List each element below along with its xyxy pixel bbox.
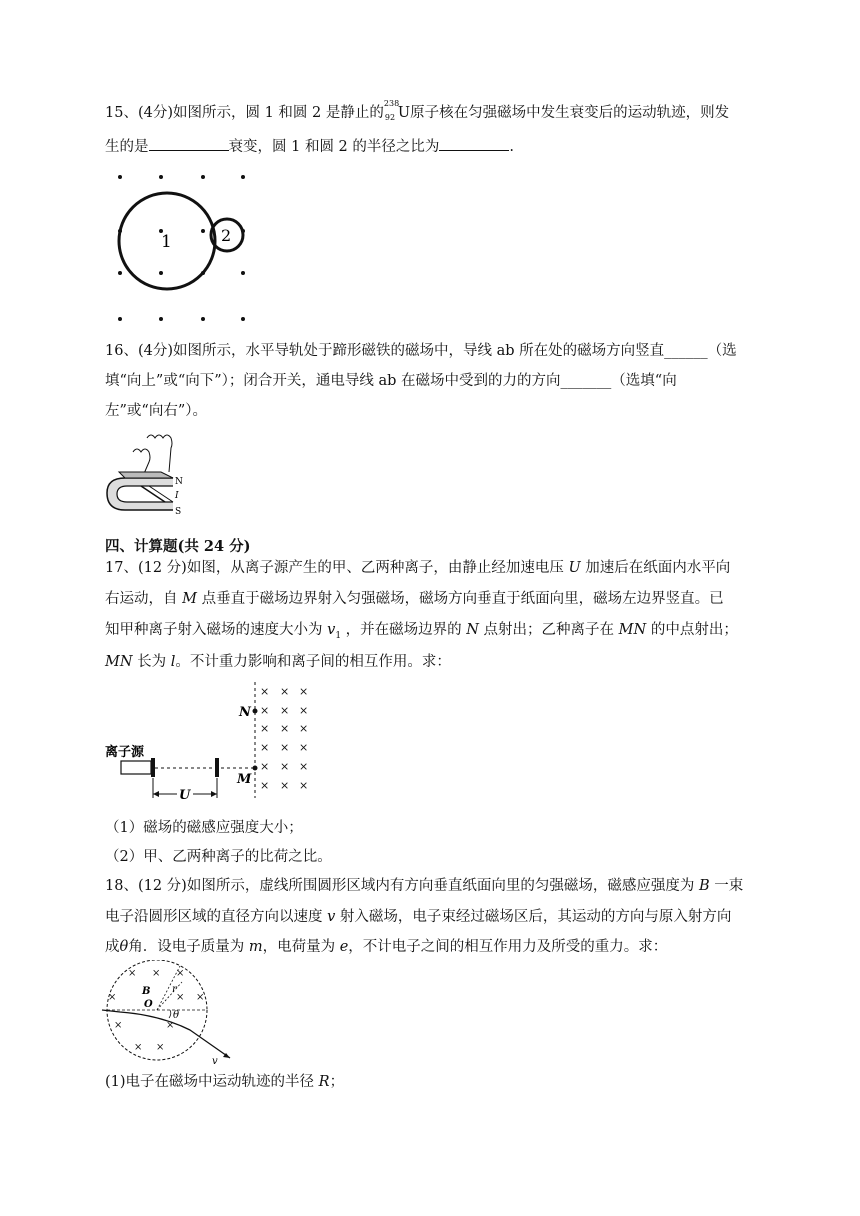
point-n [253,709,258,714]
angle-arc [169,1010,171,1018]
q18-sub-1: (1)电子在磁场中运动轨迹的半径 R； [105,1074,345,1090]
svg-text:×: × [299,685,309,698]
svg-text:×: × [299,704,309,717]
q18-line-1: 18、(12 分)如图所示，虚线所围圆形区域内有方向垂直纸面向里的匀强磁场，磁感应强度为 B 一束 [105,878,744,894]
q16-line-3: 左”或“向右”）。 [105,403,207,419]
svg-text:×: × [128,968,137,979]
svg-text:×: × [260,704,270,717]
q17-figure [105,680,315,805]
radius-label: r [172,984,177,995]
magnet-n-label: N [175,477,183,487]
uranium-isotope: 238 92 [383,99,400,122]
q17-line-3: 知甲种离子射入磁场的速度大小为 $v_1$ ，并在磁场边界的 N 点射出；乙种离子在 MN 的中点射出； [105,622,738,641]
q18-line-2: 电子沿圆形区域的直径方向以速度 v 射入磁场，电子束经过磁场区后，其运动的方向与原入射方向 [105,909,732,925]
q17-line-4: MN 长为 l。不计重力影响和离子间的相互作用。求： [105,654,451,670]
current-label: I [175,491,179,501]
q17-sub-2: （2）甲、乙两种离子的比荷之比。 [105,849,332,865]
svg-text:×: × [196,992,205,1003]
label-n: N [239,705,251,720]
q17-line-1: 17、(12 分)如图，从离子源产生的甲、乙两种离子，由静止经加速电压 U 加速后在纸面内水平向 [105,560,731,576]
q16-line-1: 16、(4分)如图所示，水平导轨处于蹄形磁铁的磁场中，导线 ab 所在处的磁场方向竖直______（选 [105,343,737,359]
velocity-label: v [212,1056,218,1065]
svg-text:×: × [280,760,290,773]
q18-figure [100,960,240,1065]
svg-text:×: × [260,741,270,754]
voltage-label: U [179,788,191,803]
circle-2-label: 2 [221,226,232,245]
electron-path [102,1010,230,1058]
q16-figure [105,428,190,520]
svg-text:×: × [114,1020,123,1031]
svg-text:×: × [152,968,161,979]
svg-text:×: × [176,968,185,979]
ion-source-label: 离子源 [105,745,145,760]
svg-text:×: × [280,722,290,735]
svg-text:×: × [280,704,290,717]
svg-text:×: × [260,722,270,735]
magnet-s-label: S [175,507,182,517]
svg-text:×: × [108,992,117,1003]
circle-1-label: 1 [161,232,172,252]
answer-blank [439,136,509,151]
svg-text:×: × [156,1042,165,1053]
field-crosses [108,968,204,1053]
q15-line-2: 生的是 衰变，圆 1 和圆 2 的半径之比为 . [105,136,514,157]
svg-text:×: × [260,760,270,773]
field-b-label: B [142,986,151,997]
isotope-symbol: U [397,105,411,121]
svg-text:×: × [176,992,185,1003]
center-o-label: O [144,999,153,1010]
q16-line-2: 填“向上”或“向下”）；闭合开关，通电导线 ab 在磁场中受到的力的方向_______（选填“向 [105,373,677,389]
svg-text:×: × [134,1042,143,1053]
field-crosses [260,685,308,792]
svg-text:×: × [166,1020,175,1031]
q15-text: 15、(4分)如图所示，圆 1 和圆 2 是静止的 [105,105,384,121]
svg-text:×: × [260,685,270,698]
q17-sub-1: （1）磁场的磁感应强度大小； [105,820,303,836]
plate-left [151,758,155,777]
wire-coil-icon [147,435,172,472]
angle-label: θ [173,1010,180,1021]
svg-text:×: × [299,760,309,773]
svg-text:×: × [280,685,290,698]
svg-text:×: × [299,741,309,754]
field-dots [118,175,245,321]
q15-figure [105,165,265,330]
svg-text:×: × [280,741,290,754]
q17-line-2: 右运动，自 M 点垂直于磁场边界射入匀强磁场，磁场方向垂直于纸面向里，磁场左边界竖直。已 [105,591,724,607]
ion-source-icon [121,761,151,774]
label-m: M [237,772,252,787]
q15-line-1: 15、(4分)如图所示，圆 1 和圆 2 是静止的 238 92 U原子核在匀强磁场中发生衰变后的运动轨迹，则发 [105,99,730,122]
svg-text:×: × [299,779,309,792]
svg-text:×: × [299,722,309,735]
q18-line-3: 成θ角．设电子质量为 m，电荷量为 e，不计电子之间的相互作用力及所受的重力。求： [105,939,668,955]
answer-blank [149,136,229,151]
svg-text:×: × [260,779,270,792]
section-heading: 四、计算题(共 24 分) [105,538,251,555]
svg-text:×: × [280,779,290,792]
